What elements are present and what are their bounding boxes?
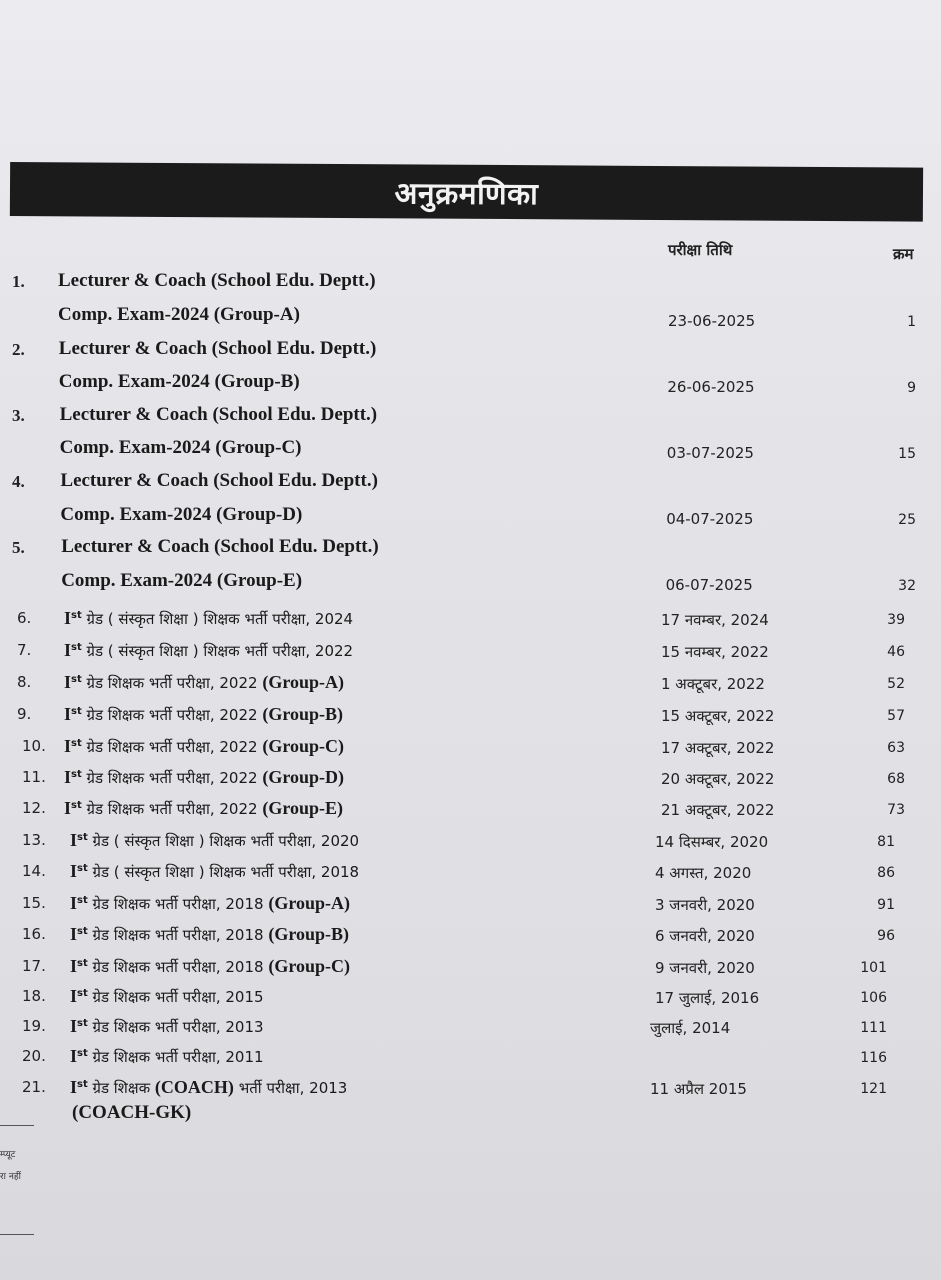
entry-subtitle: Comp. Exam-2024 (Group-E) <box>61 570 303 591</box>
entry-date: 17 नवम्बर, 2024 <box>661 611 769 629</box>
entry-title: Ist ग्रेड शिक्षक भर्ती परीक्षा, 2013 <box>70 1016 264 1036</box>
entry-number: 4. <box>12 472 25 491</box>
entry-title: Ist ग्रेड ( संस्कृत शिक्षा ) शिक्षक भर्ती परीक्षा, 2020 <box>70 830 360 850</box>
entry-title-text: ग्रेड शिक्षक भर्ती परीक्षा, 2022 (Group-B) <box>86 704 344 724</box>
entry-page-number: 46 <box>887 644 905 660</box>
entry-date: 23-06-2025 <box>668 312 756 330</box>
entry-date: 20 अक्टूबर, 2022 <box>661 770 775 788</box>
entry-page-number: 57 <box>887 708 905 724</box>
entry-page-number: 63 <box>887 740 905 756</box>
entry-date: 9 जनवरी, 2020 <box>655 959 755 977</box>
entry-number: 9. <box>17 705 32 723</box>
entry-title: Ist ग्रेड शिक्षक भर्ती परीक्षा, 2022 (Group-C) <box>64 736 344 756</box>
entry-number: 13. <box>22 831 46 849</box>
entry-title-text: ग्रेड शिक्षक भर्ती परीक्षा, 2018 (Group-C) <box>92 956 350 976</box>
entry-title: Lecturer & Coach (School Edu. Deptt.) <box>58 270 376 291</box>
entry-title-text: ग्रेड शिक्षक भर्ती परीक्षा, 2013 <box>87 1018 264 1036</box>
entry-number: 17. <box>22 957 46 975</box>
entry-title: Ist ग्रेड ( संस्कृत शिक्षा ) शिक्षक भर्ती परीक्षा, 2024 <box>64 608 354 628</box>
entry-title-text: ग्रेड शिक्षक भर्ती परीक्षा, 2022 (Group-A) <box>86 672 344 692</box>
entry-number: 16. <box>22 925 46 943</box>
adjacent-page-scrap <box>0 1125 34 1235</box>
entry-page-number: 1 <box>907 314 916 330</box>
entry-number: 19. <box>22 1017 46 1035</box>
entry-title: Lecturer & Coach (School Edu. Deptt.) <box>61 536 379 557</box>
entry-title-text: ग्रेड शिक्षक भर्ती परीक्षा, 2018 (Group-B) <box>92 924 350 944</box>
entry-date: 04-07-2025 <box>666 510 754 528</box>
entry-title-text: ग्रेड शिक्षक भर्ती परीक्षा, 2022 (Group-D) <box>86 767 344 787</box>
entry-title-text: ग्रेड शिक्षक भर्ती परीक्षा, 2011 <box>87 1048 264 1066</box>
entry-date: 17 अक्टूबर, 2022 <box>661 739 775 757</box>
entry-number: 6. <box>17 609 32 627</box>
entry-number: 21. <box>22 1078 46 1096</box>
entry-title: Ist ग्रेड शिक्षक भर्ती परीक्षा, 2022 (Group-B) <box>64 704 344 724</box>
entry-date: 4 अगस्त, 2020 <box>655 864 752 882</box>
entry-title: Ist ग्रेड शिक्षक भर्ती परीक्षा, 2022 (Group-A) <box>64 672 344 692</box>
entry-title-text: ग्रेड ( संस्कृत शिक्षा ) शिक्षक भर्ती परीक्षा, 2024 <box>81 610 354 628</box>
entry-number: 1. <box>12 272 25 291</box>
entry-title: Ist ग्रेड शिक्षक भर्ती परीक्षा, 2011 <box>70 1046 264 1066</box>
column-header-page: क्रम <box>893 245 914 263</box>
entry-page-number: 15 <box>898 446 916 462</box>
entry-title: Ist ग्रेड शिक्षक (COACH) भर्ती परीक्षा, 2013 <box>70 1077 348 1097</box>
entry-number: 2. <box>12 340 25 359</box>
entry-number: 12. <box>22 799 46 817</box>
entry-page-number: 32 <box>898 578 916 594</box>
entry-number: 3. <box>12 406 25 425</box>
entry-page-number: 121 <box>860 1081 887 1097</box>
entry-number: 14. <box>22 862 46 880</box>
entry-title-text: ग्रेड ( संस्कृत शिक्षा ) शिक्षक भर्ती परीक्षा, 2022 <box>81 642 354 660</box>
entry-date: 11 अप्रैल 2015 <box>650 1080 747 1098</box>
entry-title: Ist ग्रेड शिक्षक भर्ती परीक्षा, 2022 (Group-E) <box>64 798 344 818</box>
entry-title: Ist ग्रेड शिक्षक भर्ती परीक्षा, 2015 <box>70 986 264 1006</box>
entry-page-number: 116 <box>860 1050 887 1066</box>
header-bar <box>10 162 923 222</box>
entry-date: 03-07-2025 <box>666 444 754 462</box>
entry-page-number: 101 <box>860 960 887 976</box>
entry-page-number: 9 <box>907 380 916 396</box>
entry-title: Lecturer & Coach (School Edu. Deptt.) <box>58 338 377 359</box>
entry-title: Ist ग्रेड शिक्षक भर्ती परीक्षा, 2022 (Group-D) <box>64 767 344 787</box>
entry-title: Ist ग्रेड ( संस्कृत शिक्षा ) शिक्षक भर्ती परीक्षा, 2022 <box>64 640 354 660</box>
entry-page-number: 86 <box>877 865 895 881</box>
entry-date: 17 जुलाई, 2016 <box>655 989 760 1007</box>
entry-number: 7. <box>17 641 32 659</box>
entry-title: Lecturer & Coach (School Edu. Deptt.) <box>60 470 378 491</box>
entry-title: Ist ग्रेड शिक्षक भर्ती परीक्षा, 2018 (Group-B) <box>70 924 350 944</box>
entry-title-text: ग्रेड ( संस्कृत शिक्षा ) शिक्षक भर्ती परीक्षा, 2018 <box>87 863 360 881</box>
entry-subtitle: Comp. Exam-2024 (Group-B) <box>58 371 300 392</box>
entry-title-text: ग्रेड ( संस्कृत शिक्षा ) शिक्षक भर्ती परीक्षा, 2020 <box>87 832 360 850</box>
entry-subtitle: Comp. Exam-2024 (Group-C) <box>59 437 302 458</box>
entry-page-number: 52 <box>887 676 905 692</box>
entry-page-number: 91 <box>877 897 895 913</box>
entry-title: Ist ग्रेड शिक्षक भर्ती परीक्षा, 2018 (Group-C) <box>70 956 350 976</box>
entry-page-number: 73 <box>887 802 905 818</box>
entry-title-text: ग्रेड शिक्षक भर्ती परीक्षा, 2022 (Group-E) <box>86 798 344 818</box>
entry-date: 15 अक्टूबर, 2022 <box>661 707 775 725</box>
entry-page-number: 39 <box>887 612 905 628</box>
entry-title-text: ग्रेड शिक्षक भर्ती परीक्षा, 2015 <box>87 988 264 1006</box>
entry-date: 1 अक्टूबर, 2022 <box>661 675 765 693</box>
entry-title: Lecturer & Coach (School Edu. Deptt.) <box>59 404 378 425</box>
entry-number: 18. <box>22 987 46 1005</box>
entry-date: 21 अक्टूबर, 2022 <box>661 801 775 819</box>
entry-subtitle: (COACH-GK) <box>72 1102 192 1123</box>
entry-date: 06-07-2025 <box>665 576 753 594</box>
entry-date: 14 दिसम्बर, 2020 <box>655 833 769 851</box>
entry-date: जुलाई, 2014 <box>650 1019 731 1037</box>
entry-title: Ist ग्रेड शिक्षक भर्ती परीक्षा, 2018 (Group-A) <box>70 893 350 913</box>
column-header-date: परीक्षा तिथि <box>668 241 733 259</box>
scrap-text-line: रा नहीं <box>0 1172 21 1182</box>
entry-subtitle: Comp. Exam-2024 (Group-A) <box>58 304 300 325</box>
entry-page-number: 81 <box>877 834 895 850</box>
entry-page-number: 106 <box>860 990 887 1006</box>
entry-subtitle: Comp. Exam-2024 (Group-D) <box>60 504 303 525</box>
entry-page-number: 25 <box>898 512 916 528</box>
entry-title-text: ग्रेड शिक्षक भर्ती परीक्षा, 2022 (Group-C) <box>86 736 344 756</box>
entry-number: 8. <box>17 673 32 691</box>
entry-date: 15 नवम्बर, 2022 <box>661 643 769 661</box>
entry-page-number: 111 <box>860 1020 887 1036</box>
entry-page-number: 96 <box>877 928 895 944</box>
entry-number: 11. <box>22 768 46 786</box>
entry-title-text: ग्रेड शिक्षक (COACH) भर्ती परीक्षा, 2013 <box>92 1077 348 1097</box>
entry-date: 3 जनवरी, 2020 <box>655 896 755 914</box>
entry-title-text: ग्रेड शिक्षक भर्ती परीक्षा, 2018 (Group-A) <box>92 893 350 913</box>
scrap-text-line: म्प्यूट <box>0 1150 16 1160</box>
entry-page-number: 68 <box>887 771 905 787</box>
entry-number: 20. <box>22 1047 46 1065</box>
entry-number: 5. <box>12 538 25 557</box>
entry-date: 6 जनवरी, 2020 <box>655 927 755 945</box>
entry-title: Ist ग्रेड ( संस्कृत शिक्षा ) शिक्षक भर्ती परीक्षा, 2018 <box>70 861 360 881</box>
page-title: अनुक्रमणिका <box>394 175 539 212</box>
entry-date: 26-06-2025 <box>667 378 755 396</box>
entry-number: 15. <box>22 894 46 912</box>
entry-number: 10. <box>22 737 46 755</box>
